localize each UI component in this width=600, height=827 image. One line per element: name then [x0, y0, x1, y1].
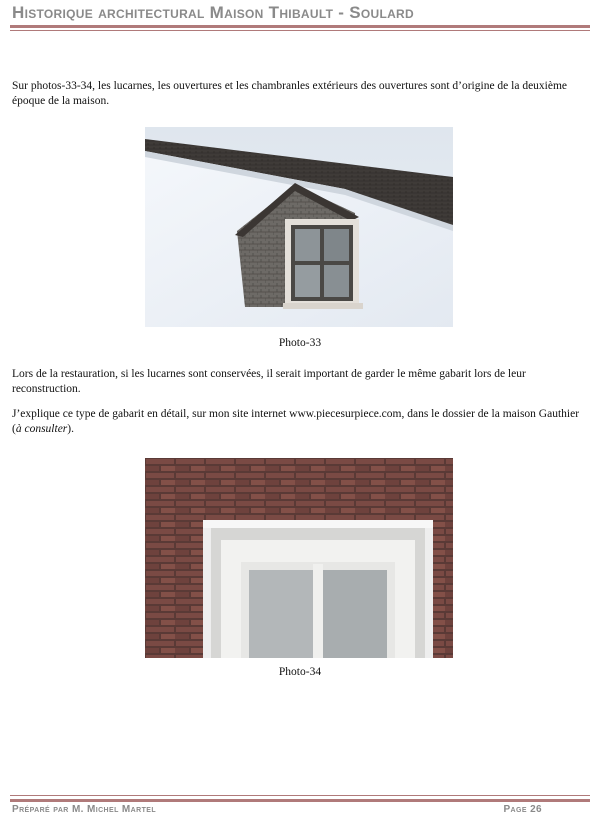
photo-34-caption: Photo-34: [278, 666, 322, 678]
paragraph-restoration: Lors de la restauration, si les lucarnes sont conservées, il serait important de garder le même gabarit lors de leur reconstruction.: [12, 368, 526, 395]
header-rule-thick: [10, 25, 590, 28]
footer-page-number: Page 26: [503, 804, 542, 815]
photo-34-image: [145, 458, 453, 658]
header-rule-thin: [10, 30, 590, 31]
paragraph-intro: Sur photos-33-34, les lucarnes, les ouvertures et les chambranles extérieurs des ouvertures sont d’origine de la deuxième époque de la maison.: [12, 80, 568, 107]
photo-33-image: [145, 127, 453, 327]
paragraph-website: [12, 407, 587, 437]
paragraph-website-text-before: J’explique ce type de gabarit en détail, sur mon site internet www.piecesurpiece.com, dans le dossier de la maison Gauthier (: [12, 408, 580, 435]
paragraph-website-italic: à consulter: [15, 423, 68, 435]
paragraph-website-text-after: ).: [67, 423, 74, 435]
photo-33-caption: Photo-33: [278, 337, 322, 349]
footer-rule-thin: [10, 795, 590, 796]
footer-rule-thick: [10, 799, 590, 802]
footer-author: Préparé par M. Michel Martel: [12, 804, 156, 815]
document-title: Historique architectural Maison Thibault - Soulard: [12, 3, 414, 22]
